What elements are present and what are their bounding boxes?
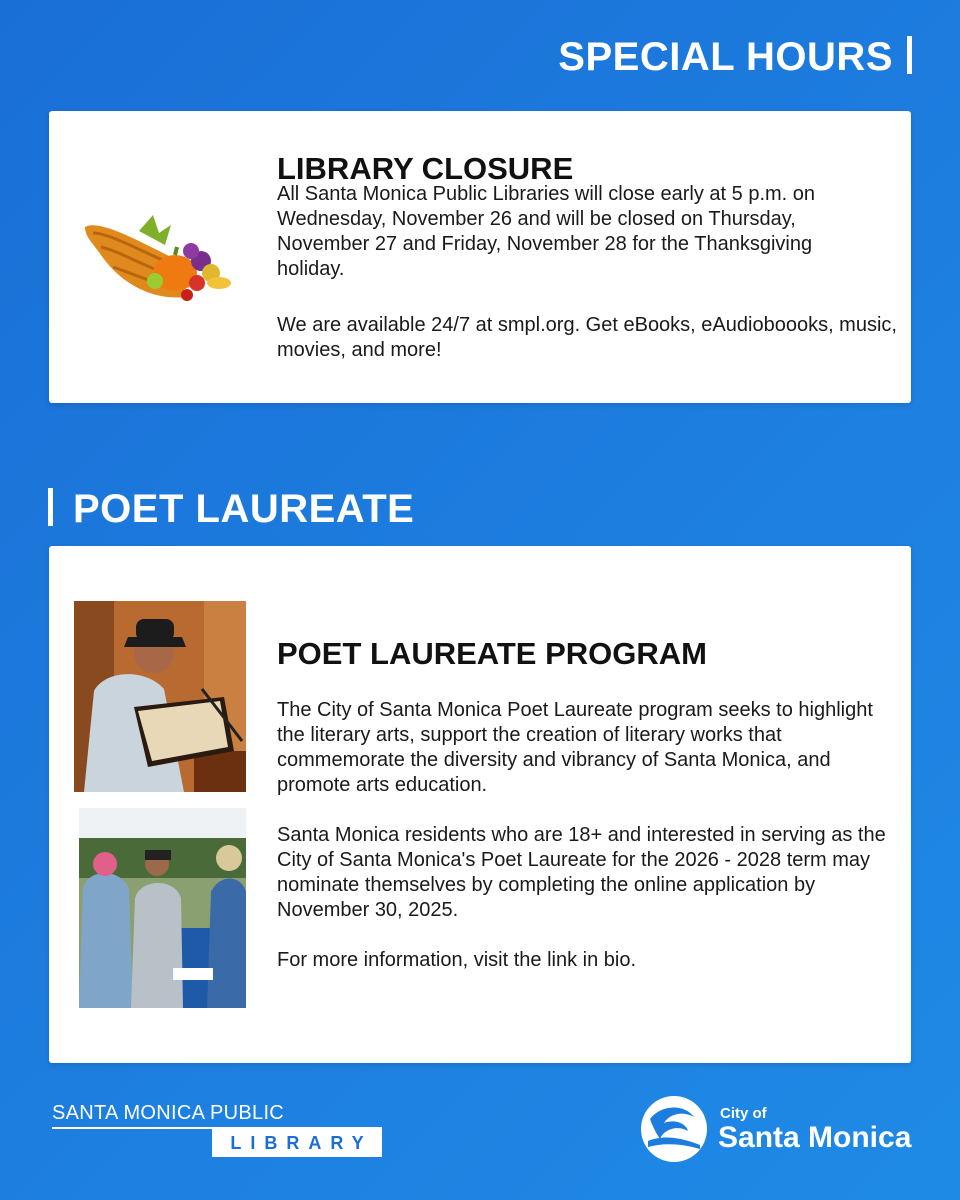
- outreach-event-photo: [79, 808, 246, 1008]
- heading-bar: [48, 488, 53, 526]
- city-wave-icon: [640, 1095, 708, 1163]
- special-hours-heading-text: SPECIAL HOURS: [558, 35, 893, 79]
- library-closure-title: LIBRARY CLOSURE: [277, 151, 574, 186]
- closure-paragraph-2: We are available 24/7 at smpl.org. Get eBooks, eAudioboooks, music, movies, and more!: [277, 314, 897, 361]
- library-closure-card: [49, 111, 911, 403]
- special-hours-heading: [558, 36, 912, 77]
- poet-paragraph-2: Santa Monica residents who are 18+ and interested in serving as the City of Santa Monica's Poet Laureate for the 2026 - 2028 term may nominate themselves by completing the online application by November 30, 2025.: [277, 824, 886, 921]
- city-of-text: City of: [720, 1105, 767, 1122]
- santa-monica-public-library-logo: [52, 1102, 382, 1158]
- city-of-santa-monica-logo: [640, 1095, 910, 1165]
- closure-paragraph-1: All Santa Monica Public Libraries will close early at 5 p.m. on Wednesday, November 26 and will be closed on Thursday, November 27 and Friday, November 28 for the Thanksgiving holiday.: [277, 183, 816, 280]
- library-logo-bottom-text: LIBRARY: [212, 1129, 382, 1157]
- poet-laureate-card: [49, 546, 911, 1063]
- heading-bar: [907, 36, 912, 74]
- poet-paragraph-3: For more information, visit the link in bio.: [277, 949, 637, 971]
- cornucopia-icon: [79, 211, 247, 311]
- poet-reading-photo: [74, 601, 246, 792]
- poet-laureate-heading-text: POET LAUREATE: [73, 487, 415, 531]
- poet-laureate-heading: [48, 488, 414, 529]
- poet-laureate-program-title: POET LAUREATE PROGRAM: [277, 636, 707, 671]
- poet-paragraph-1: The City of Santa Monica Poet Laureate program seeks to highlight the literary arts, support the creation of literary works that commemorate the diversity and vibrancy of Santa Monica, and promote arts education.: [277, 699, 873, 796]
- santa-monica-text: Santa Monica: [718, 1121, 912, 1154]
- library-logo-top-text: SANTA MONICA PUBLIC: [52, 1102, 285, 1124]
